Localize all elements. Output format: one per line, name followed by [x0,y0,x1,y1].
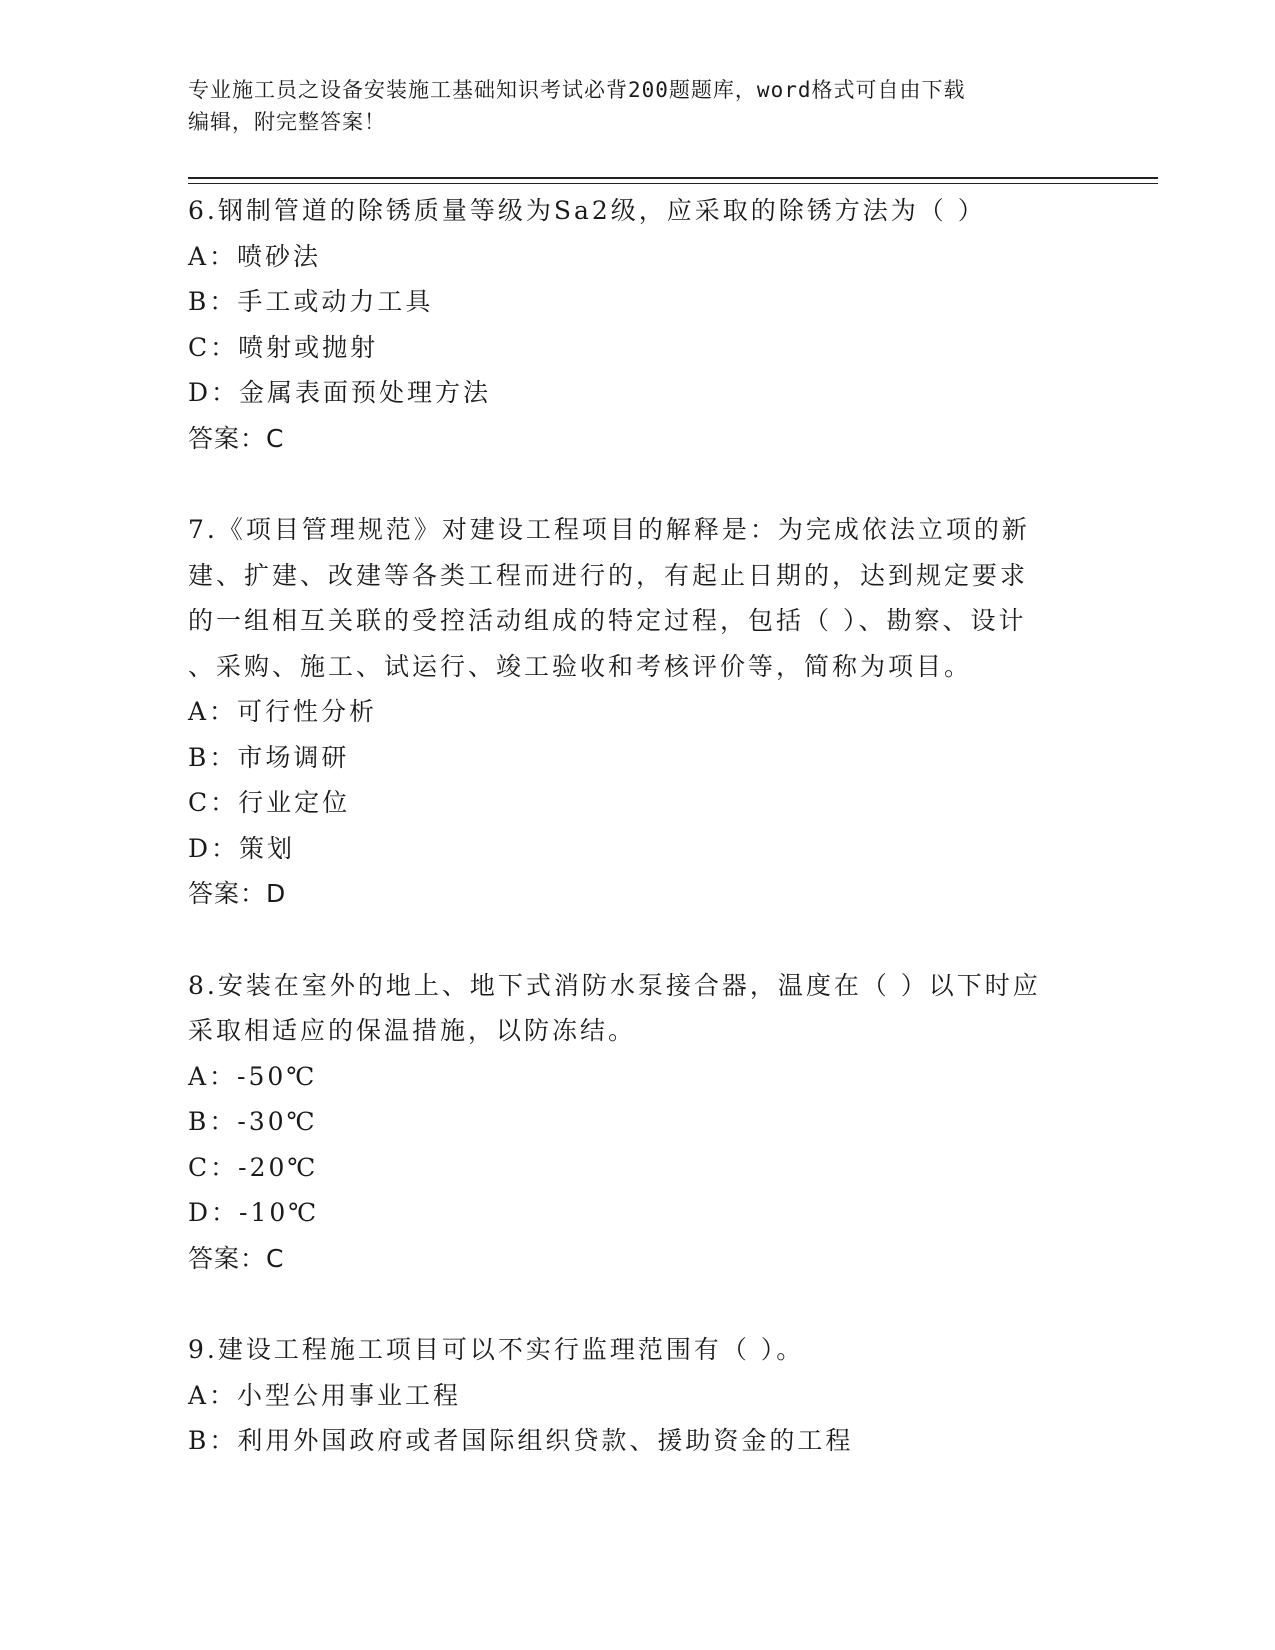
option-b: B：手工或动力工具 [188,287,434,316]
answer: 答案：C [188,423,285,453]
option-c: C：-20℃ [188,1152,319,1182]
question-text: 9.建设工程施工项目可以不实行监理范围有（ ）。 [188,1335,805,1364]
option-b: B：市场调研 [188,742,350,772]
option-d: D：-10℃ [188,1198,320,1227]
option-a: A：喷砂法 [188,241,322,271]
question-text: 6.钢制管道的除锈质量等级为Sa2级，应采取的除锈方法为（ ） [188,196,986,225]
option-c: C：行业定位 [188,788,351,817]
option-b: B：利用外国政府或者国际组织贷款、援助资金的工程 [188,1426,854,1455]
question-6 [188,188,1088,461]
option-b: B：-30℃ [188,1107,318,1136]
option-d: D：策划 [188,833,296,863]
option-c: C：喷射或抛射 [188,332,379,362]
option-a: A：小型公用事业工程 [188,1380,462,1410]
header-line-1: 专业施工员之设备安装施工基础知识考试必背200题题库，word格式可自由下载 [188,78,966,102]
answer: 答案：D [188,879,287,908]
question-8 [188,963,1088,1282]
question-list [188,188,1088,1510]
question-text: 7.《项目管理规范》对建设工程项目的解释是：为完成依法立项的新 [188,515,1030,544]
answer: 答案：C [188,1243,285,1273]
option-a: A：-50℃ [188,1061,318,1091]
question-9 [188,1327,1088,1464]
question-text: 8.安装在室外的地上、地下式消防水泵接合器，温度在（ ）以下时应 [188,970,1041,1000]
option-a: A：可行性分析 [188,697,378,726]
question-text: 的一组相互关联的受控活动组成的特定过程，包括（ ）、勘察、设计 [188,606,1027,635]
document-header [188,74,1088,138]
header-line-2: 编辑，附完整答案！ [188,110,386,134]
header-divider-thin [188,183,1158,184]
question-text: 采取相适应的保温措施，以防冻结。 [188,1016,637,1045]
option-d: D：金属表面预处理方法 [188,378,492,407]
question-text: 建、扩建、改建等各类工程而进行的，有起止日期的，达到规定要求 [188,560,1029,590]
question-7 [188,507,1088,917]
header-divider-thick [188,177,1158,179]
question-text: 、采购、施工、试运行、竣工验收和考核评价等，简称为项目。 [188,651,973,681]
